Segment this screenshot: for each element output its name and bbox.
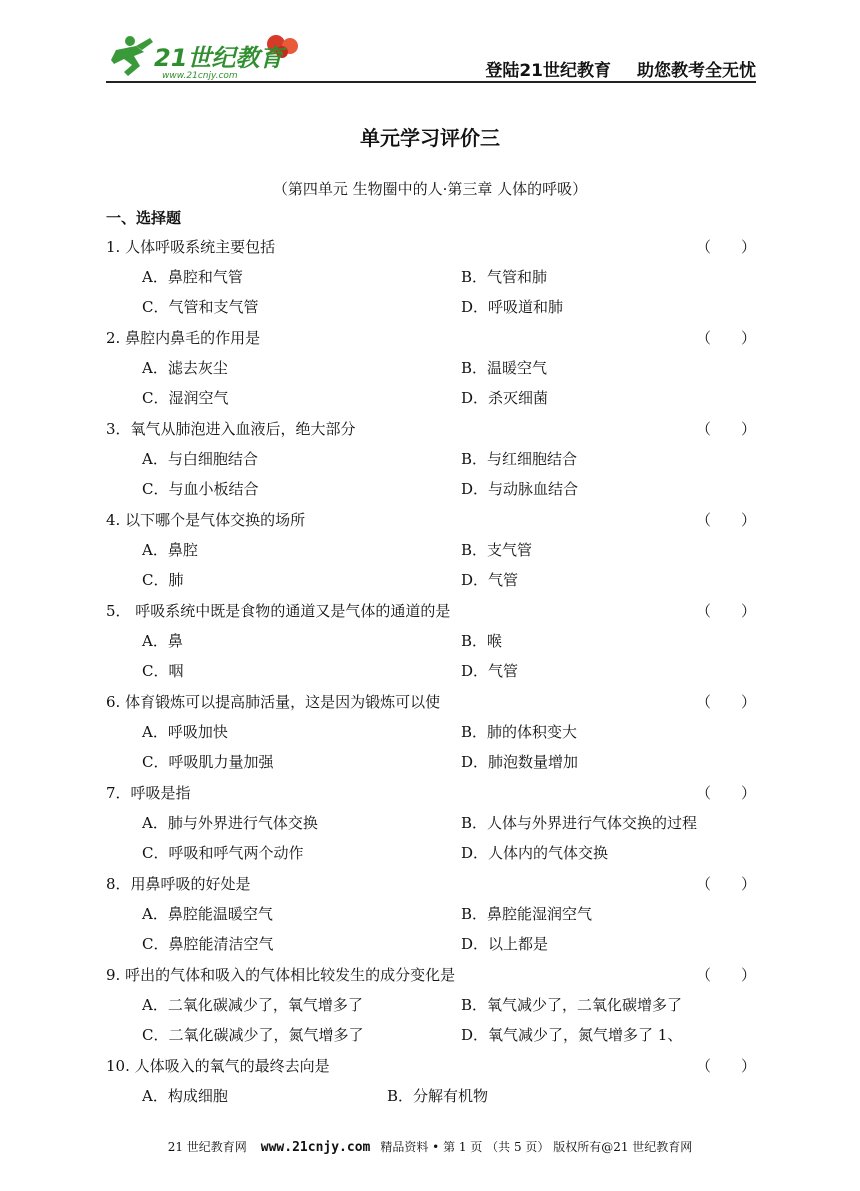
option-b: B．鼻腔能湿润空气 [461,905,593,923]
option-a: A．鼻腔和气管 [142,268,243,286]
answer-blank[interactable]: （ ） [695,238,756,256]
question-text: 10. 人体吸入的氧气的最终去向是 [106,1057,330,1075]
answer-blank[interactable]: （ ） [695,329,756,347]
options-row [106,387,756,417]
header-rule [106,81,756,83]
answer-blank[interactable]: （ ） [695,693,756,711]
question-text: 4. 以下哪个是气体交换的场所 [106,511,306,529]
question-text: 6. 体育锻炼可以提高肺活量，这是因为锻炼可以使 [106,693,441,711]
question-stem [106,600,756,630]
question-text: 3．氧气从肺泡进入血液后，绝大部分 [106,420,356,438]
options-row [106,903,756,933]
options-row [106,266,756,296]
question-9 [106,964,756,1054]
options-row [106,539,756,569]
options-row [106,478,756,508]
svg-text:www.21cnjy.com: www.21cnjy.com [162,71,238,80]
options-row [106,721,756,751]
option-b: B．氧气减少了，二氧化碳增多了 [461,996,683,1014]
option-d: D．氧气减少了，氮气增多了 1、 [461,1026,683,1044]
question-2 [106,327,756,417]
option-a: A．鼻腔能温暖空气 [142,905,273,923]
question-stem [106,873,756,903]
question-10 [106,1055,756,1115]
options-row [106,994,756,1024]
answer-blank[interactable]: （ ） [695,875,756,893]
question-stem [106,327,756,357]
option-c: C．呼吸和呼气两个动作 [142,844,304,862]
options-row [106,296,756,326]
option-b: B．喉 [461,632,503,650]
option-d: D．气管 [461,571,519,589]
page-footer [0,1138,860,1155]
question-stem [106,236,756,266]
options-row [106,812,756,842]
question-text: 8．用鼻呼吸的好处是 [106,875,251,893]
option-a: A．与白细胞结合 [142,450,258,468]
footer-site: www.21cnjy.com [260,1140,371,1155]
option-c: C．二氧化碳减少了，氮气增多了 [142,1026,364,1044]
question-stem [106,418,756,448]
question-stem [106,782,756,812]
option-a: A．构成细胞 [142,1087,228,1105]
option-d: D．以上都是 [461,935,549,953]
option-b: B．温暖空气 [461,359,548,377]
question-stem [106,964,756,994]
option-b: B．人体与外界进行气体交换的过程 [461,814,698,832]
option-d: D．与动脉血结合 [461,480,579,498]
question-text: 1. 人体呼吸系统主要包括 [106,238,276,256]
question-1 [106,236,756,326]
answer-blank[interactable]: （ ） [695,511,756,529]
document-title: 单元学习评价三 [360,126,500,150]
page-header [106,30,756,82]
options-row [106,842,756,872]
header-slogan [459,56,756,81]
question-7 [106,782,756,872]
option-c: C．气管和支气管 [142,298,259,316]
option-b: B．肺的体积变大 [461,723,578,741]
document-subtitle: （第四单元 生物圈中的人·第三章 人体的呼吸） [272,180,588,198]
logo [106,32,306,80]
option-c: C．肺 [142,571,184,589]
option-d: D．肺泡数量增加 [461,753,579,771]
option-c: C．咽 [142,662,184,680]
option-d: D．气管 [461,662,519,680]
option-a: A．二氧化碳减少了，氧气增多了 [142,996,363,1014]
footer-right: 精品资料 • 第 1 页 （共 5 页） 版权所有@21 世纪教育网 [380,1140,693,1154]
option-b: B．支气管 [461,541,533,559]
question-6 [106,691,756,781]
svg-text:21世纪教育: 21世纪教育 [154,44,284,72]
answer-blank[interactable]: （ ） [695,1057,756,1075]
question-stem [106,691,756,721]
option-b: B．分解有机物 [387,1087,489,1105]
question-text: 5． 呼吸系统中既是食物的通道又是气体的通道的是 [106,602,451,620]
question-text: 2. 鼻腔内鼻毛的作用是 [106,329,261,347]
option-c: C．与血小板结合 [142,480,259,498]
options-row [106,1024,756,1054]
option-a: A．滤去灰尘 [142,359,228,377]
question-3 [106,418,756,508]
option-c: C．鼻腔能清洁空气 [142,935,274,953]
option-d: D．人体内的气体交换 [461,844,609,862]
runner-logo-icon [106,32,306,80]
options-row [106,630,756,660]
question-text: 9. 呼出的气体和吸入的气体相比较发生的成分变化是 [106,966,456,984]
option-d: D．呼吸道和肺 [461,298,564,316]
option-c: C．湿润空气 [142,389,229,407]
question-text: 7．呼吸是指 [106,784,191,802]
options-row [106,660,756,690]
question-4 [106,509,756,599]
option-a: A．呼吸加快 [142,723,228,741]
answer-blank[interactable]: （ ） [695,966,756,984]
section-heading: 一、选择题 [106,209,182,227]
slogan-login: 登陆21世纪教育 [485,61,611,81]
option-b: B．与红细胞结合 [461,450,578,468]
options-row [106,933,756,963]
question-stem [106,509,756,539]
question-8 [106,873,756,963]
options-row [106,569,756,599]
options-row [106,1085,756,1115]
option-b: B．气管和肺 [461,268,548,286]
option-a: A．鼻腔 [142,541,198,559]
options-row [106,357,756,387]
option-a: A．鼻 [142,632,183,650]
slogan-motto: 助您教考全无忧 [637,61,756,81]
option-c: C．呼吸肌力量加强 [142,753,274,771]
footer-left: 21 世纪教育网 [167,1140,247,1154]
options-row [106,751,756,781]
answer-blank[interactable]: （ ） [695,784,756,802]
question-5 [106,600,756,690]
answer-blank[interactable]: （ ） [695,602,756,620]
answer-blank[interactable]: （ ） [695,420,756,438]
option-a: A．肺与外界进行气体交换 [142,814,318,832]
question-stem [106,1055,756,1085]
options-row [106,448,756,478]
option-d: D．杀灭细菌 [461,389,549,407]
